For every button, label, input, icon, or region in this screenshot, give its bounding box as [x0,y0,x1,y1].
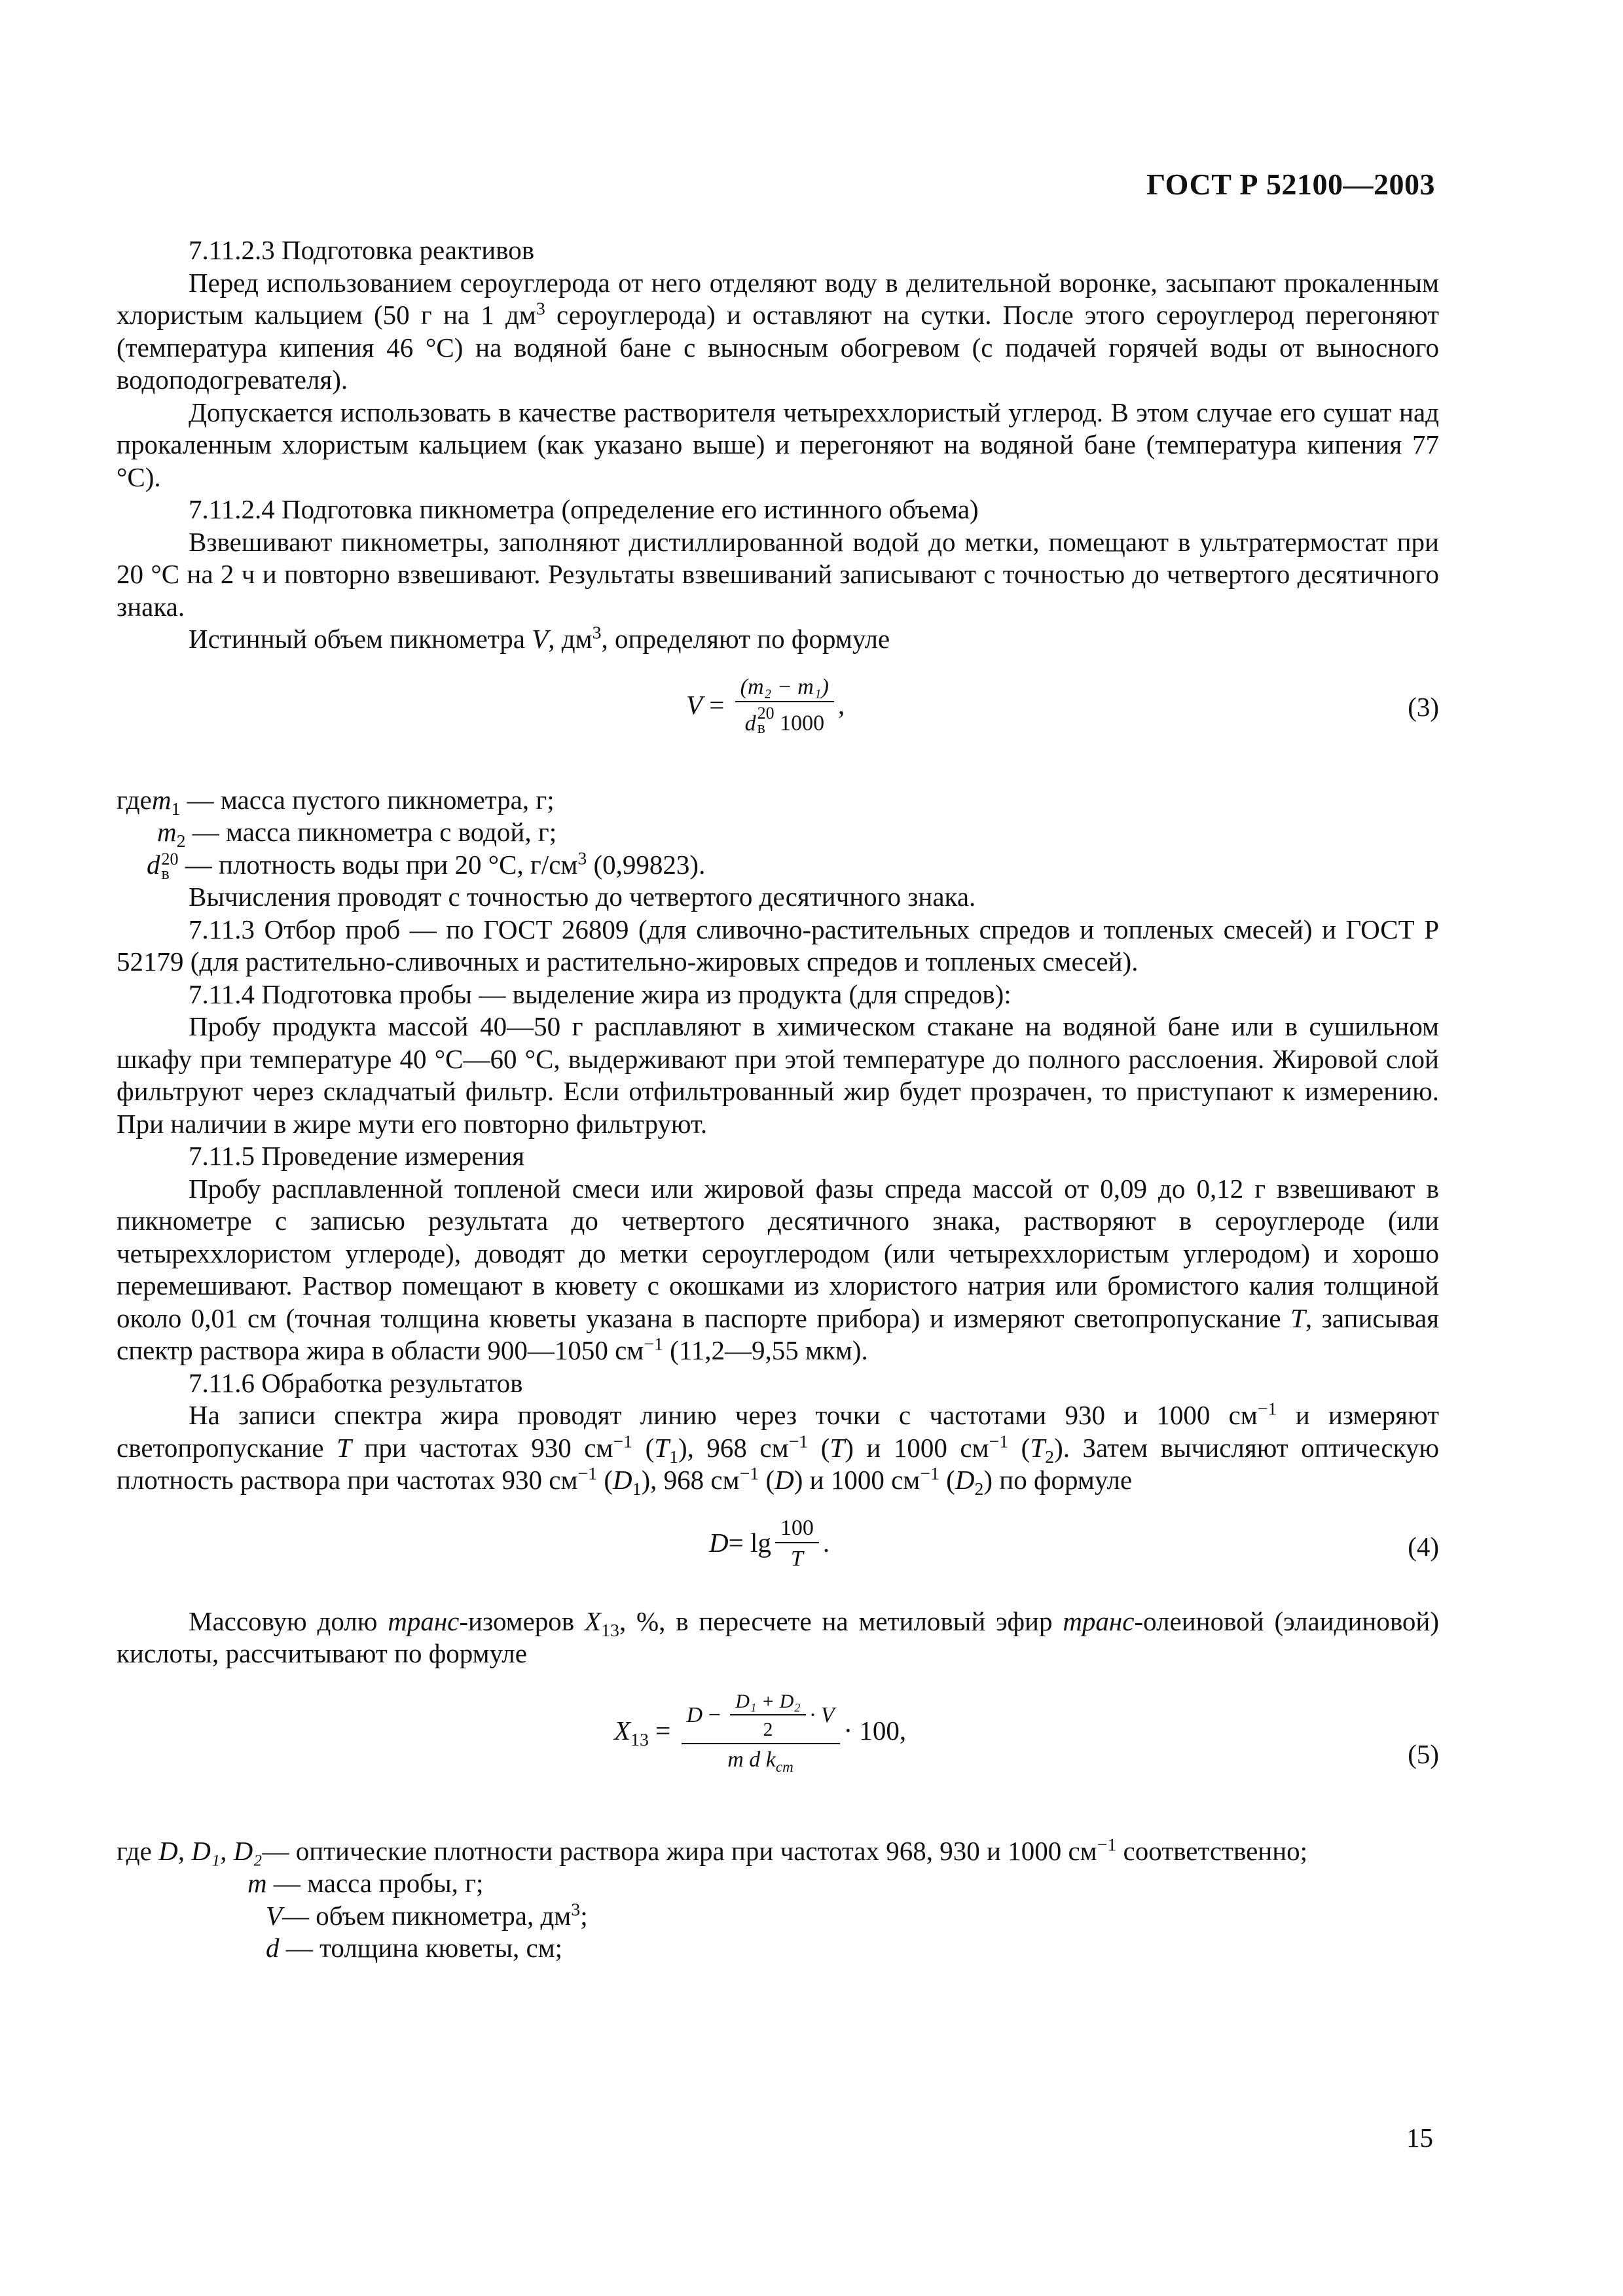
note: Вычисления проводят с точностью до четвертого десятичного знака. [189,882,976,912]
page-body [117,234,1439,1965]
equation-number: (4) [1408,1531,1439,1562]
document-header: ГОСТ Р 52100—2003 [1146,168,1435,201]
formula-5-legend: где D, D₁, D₂ — оптические плотности раствора жира при частотах 968, 930 и 1000 $см^{-1}$ соответственно; m — масса пробы, г; V— объем пикнометра, $дм^3$; d — толщина кюветы, см; [117,1834,1308,1963]
formula-5: $X_{13}$ = D − $\frac{\text{D₁ + D₂}}{2}$ · V m d $k_{cm}$ · 100, (5) [614,1690,1439,1776]
paragraph: Массовую долю транс-изомеров $X_{13}$, %, в пересчете на метиловый эфир транс-олеиновой (элаидиновой) кислоты, рассчитывают по формуле [117,1605,1440,1668]
paragraph: Допускается использовать в качестве растворителя четыреххлористый углерод. В этом случае его сушат над прокаленным хлористым кальцием (как указано выше) и перегоняют на водяной бане (температура кипения 77 °С). [117,397,1439,492]
paragraph: Взвешивают пикнометры, заполняют дистиллированной водой до метки, помещают в ультратермостат при 20 °С на 2 ч и повторно взвешивают. Результаты взвешиваний записывают с точностью до четвертого десятичного знака. [117,526,1439,622]
section-title-7-11-4: 7.11.4 Подготовка пробы — выделение жира из продукта (для спредов): [189,978,1012,1009]
paragraph: На записи спектра жира проводят линию через точки с частотами 930 и 1000 $см^{-1}$ и измеряют светопропускание T при частотах 930 $см^{-1}$ $(T_1)$, 968 $см^{-1}$ (T) и 1000 $см^{-1}$ $(T_2)$. Затем вычисляют оптическую плотность раствора при частотах 930 $см^{-1}$ $(D_1)$, 968 $см^{-1}$ (D) и 1000 $см^{-1}$ $(D_2)$ по формуле [117,1399,1440,1500]
paragraph: Истинный объем пикнометра V, $дм^3$, определяют по формуле [189,622,890,654]
formula-3: V = (m₂ − m₁) d 20 в 1000 , (3) [686,674,1439,738]
paragraph: Перед использованием сероуглерода от него отделяют воду в делительной воронке, засыпают прокаленным хлористым кальцием (50 г на 1 $дм^3$ сероуглерода) и оставляют на сутки. После этого сероуглерод перегоняют (температура кипения 46 °С) на водяной бане с выносным обогревом (с подачей горячей воды от выносного водоподогревателя). [117,267,1439,395]
section-title-7-11-2-4: 7.11.2.4 Подготовка пикнометра (определение его истинного объема) [189,494,979,524]
paragraph: Пробу продукта массой 40—50 г расплавляют в химическом стакане на водяной бане или в сушильном шкафу при температуре 40 °С—60 °С, выдерживают при этой температуре до полного расслоения. Жировой слой фильтруют через складчатый фильтр. Если отфильтрованный жир будет прозрачен, то приступают к измерению. При наличии в жире мути его повторно фильтруют. [117,1011,1439,1139]
equation-number: (3) [1408,691,1439,722]
section-title-7-11-6: 7.11.6 Обработка результатов [189,1367,523,1398]
formula-4: D = lg $\frac{100}{T}$ . (4) [709,1515,1439,1571]
section-title-7-11-5: 7.11.5 Проведение измерения [189,1141,525,1171]
equation-number: (5) [1408,1738,1439,1769]
formula-3-legend: где $m_1$ — масса пустого пикнометра, г; $m_2$ — масса пикнометра с водой, г; d 20 в — плотность воды при 20 °С, $г/см^3$ (0,99823). Вычисления проводят с точностью до четвертого десятичного знака. [117,784,1439,914]
section-7-11-3: 7.11.3 Отбор проб — по ГОСТ 26809 (для сливочно-растительных спредов и топленых смесей) и ГОСТ Р 52179 (для растительно-сливочных и растительно-жировых спредов и топленых смесей). [117,914,1439,977]
paragraph: Пробу расплавленной топленой смеси или жировой фазы спреда массой от 0,09 до 0,12 г взвешивают в пикнометре с записью результата до четвертого десятичного знака, растворяют в сероуглероде (или четыреххлористом углероде), доводят до метки сероуглеродом (или четыреххлористым углеродом) и хорошо перемешивают. Раствор помещают в кювету с окошками из хлористого натрия или бромистого калия толщиной около 0,01 см (точная толщина кюветы указана в паспорте прибора) и измеряют светопропускание T, записывая спектр раствора жира в области 900—1050 $см^{-1}$ (11,2—9,55 мкм). [117,1173,1440,1365]
section-title-7-11-2-3: 7.11.2.3 Подготовка реактивов [189,235,535,265]
page-number: 15 [1406,2123,1433,2153]
